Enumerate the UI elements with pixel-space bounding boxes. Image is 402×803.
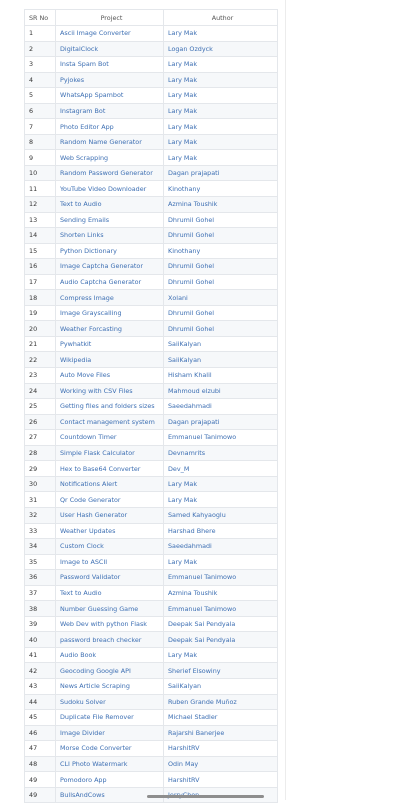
project-link[interactable]: YouTube Video Downloader xyxy=(56,181,164,197)
table-row xyxy=(25,632,278,648)
table-row xyxy=(25,228,278,244)
sr-no-cell: 7 xyxy=(25,119,56,135)
sr-no-cell: 10 xyxy=(25,165,56,181)
author-link[interactable]: Lary Mak xyxy=(164,476,278,492)
author-link[interactable]: Lary Mak xyxy=(164,72,278,88)
author-link[interactable]: SaiiKalyan xyxy=(164,352,278,368)
project-link[interactable]: Simple Flask Calculator xyxy=(56,445,164,461)
table-row xyxy=(25,212,278,228)
project-link[interactable]: Text to Audio xyxy=(56,197,164,213)
table-row xyxy=(25,336,278,352)
project-link[interactable]: CLI Photo Watermark xyxy=(56,756,164,772)
project-link[interactable]: Python Dictionary xyxy=(56,243,164,259)
project-link[interactable]: Qr Code Generator xyxy=(56,492,164,508)
table-header-row xyxy=(25,10,278,26)
author-link[interactable]: Mahmoud elzubi xyxy=(164,383,278,399)
sr-no-cell: 37 xyxy=(25,585,56,601)
project-link[interactable]: Web Dev with python Flask xyxy=(56,616,164,632)
table-row xyxy=(25,741,278,757)
project-link[interactable]: Wikipedia xyxy=(56,352,164,368)
project-link[interactable]: Weather Updates xyxy=(56,523,164,539)
project-link[interactable]: Getting files and folders sizes xyxy=(56,399,164,415)
table-row xyxy=(25,647,278,663)
author-link[interactable]: Samed Kahyaoglu xyxy=(164,507,278,523)
table-row xyxy=(25,523,278,539)
project-link[interactable]: Geocoding Google API xyxy=(56,663,164,679)
table-row xyxy=(25,352,278,368)
table-row xyxy=(25,259,278,275)
sr-no-cell: 33 xyxy=(25,523,56,539)
author-link[interactable]: Dhrumil Gohel xyxy=(164,228,278,244)
author-link[interactable]: Emmanuel Tanimowo xyxy=(164,430,278,446)
sr-no-cell: 49 xyxy=(25,772,56,788)
sr-no-cell: 36 xyxy=(25,570,56,586)
sr-no-cell: 28 xyxy=(25,445,56,461)
table-row xyxy=(25,72,278,88)
project-link[interactable]: Contact management system xyxy=(56,414,164,430)
table-row xyxy=(25,399,278,415)
table-row xyxy=(25,181,278,197)
sr-no-cell: 44 xyxy=(25,694,56,710)
project-link[interactable]: password breach checker xyxy=(56,632,164,648)
author-link[interactable]: Devnamrits xyxy=(164,445,278,461)
table-row xyxy=(25,694,278,710)
sr-no-cell: 18 xyxy=(25,290,56,306)
table-row xyxy=(25,57,278,73)
table-row xyxy=(25,601,278,617)
project-link[interactable]: Password Validator xyxy=(56,570,164,586)
sr-no-cell: 11 xyxy=(25,181,56,197)
author-link[interactable]: Dagan prajapati xyxy=(164,414,278,430)
sr-no-cell: 23 xyxy=(25,368,56,384)
author-link[interactable]: Dhrumil Gohel xyxy=(164,321,278,337)
sr-no-cell: 27 xyxy=(25,430,56,446)
project-link[interactable]: Ascii Image Converter xyxy=(56,26,164,42)
author-link[interactable]: Logan Ozdyck xyxy=(164,41,278,57)
author-link[interactable]: Deepak Sai Pendyala xyxy=(164,616,278,632)
author-link[interactable]: Lary Mak xyxy=(164,647,278,663)
project-link[interactable]: Pyjokes xyxy=(56,72,164,88)
project-link[interactable]: Instagram Bot xyxy=(56,103,164,119)
sr-no-cell: 46 xyxy=(25,725,56,741)
table-row xyxy=(25,368,278,384)
project-link[interactable]: Duplicate File Remover xyxy=(56,710,164,726)
project-link[interactable]: Compress Image xyxy=(56,290,164,306)
sr-no-cell: 24 xyxy=(25,383,56,399)
sr-no-cell: 20 xyxy=(25,321,56,337)
sr-no-cell: 43 xyxy=(25,678,56,694)
project-link[interactable]: Image Divider xyxy=(56,725,164,741)
sr-no-cell: 12 xyxy=(25,197,56,213)
sr-no-cell: 15 xyxy=(25,243,56,259)
project-link[interactable]: User Hash Generator xyxy=(56,507,164,523)
author-link[interactable]: Emmanuel Tanimowo xyxy=(164,601,278,617)
author-link[interactable]: SaiiKalyan xyxy=(164,336,278,352)
project-link[interactable]: Morse Code Converter xyxy=(56,741,164,757)
project-link[interactable]: Sending Emails xyxy=(56,212,164,228)
table-row xyxy=(25,41,278,57)
table-row xyxy=(25,461,278,477)
sr-no-cell: 48 xyxy=(25,756,56,772)
author-link[interactable]: Lary Mak xyxy=(164,88,278,104)
project-link[interactable]: Number Guessing Game xyxy=(56,601,164,617)
project-link[interactable]: Countdown Timer xyxy=(56,430,164,446)
author-link[interactable]: Azmina Toushik xyxy=(164,197,278,213)
sr-no-cell: 5 xyxy=(25,88,56,104)
table-body xyxy=(25,26,278,803)
author-link[interactable]: Lary Mak xyxy=(164,103,278,119)
table-row xyxy=(25,554,278,570)
sr-no-cell: 13 xyxy=(25,212,56,228)
author-link[interactable]: HarshitRV xyxy=(164,772,278,788)
table-row xyxy=(25,725,278,741)
author-link[interactable]: Rajarshi Banerjee xyxy=(164,725,278,741)
sr-no-cell: 26 xyxy=(25,414,56,430)
sr-no-cell: 45 xyxy=(25,710,56,726)
table-row xyxy=(25,678,278,694)
author-link[interactable]: Lary Mak xyxy=(164,134,278,150)
table-row xyxy=(25,414,278,430)
table-row xyxy=(25,492,278,508)
author-link[interactable]: Ruben Grande Muñoz xyxy=(164,694,278,710)
table-row xyxy=(25,88,278,104)
author-link[interactable]: Deepak Sai Pendyala xyxy=(164,632,278,648)
author-link[interactable]: Michael Stadler xyxy=(164,710,278,726)
sr-no-cell: 35 xyxy=(25,554,56,570)
table-row xyxy=(25,383,278,399)
author-link[interactable]: Kinothany xyxy=(164,243,278,259)
author-link[interactable]: Sherief Elsowiny xyxy=(164,663,278,679)
project-link[interactable]: Random Password Generator xyxy=(56,165,164,181)
author-link[interactable]: Dev_M xyxy=(164,461,278,477)
sr-no-cell: 19 xyxy=(25,305,56,321)
project-link[interactable]: Web Scrapping xyxy=(56,150,164,166)
table-row xyxy=(25,663,278,679)
project-link[interactable]: Photo Editor App xyxy=(56,119,164,135)
project-link[interactable]: Image Grayscalling xyxy=(56,305,164,321)
project-link[interactable]: News Article Scraping xyxy=(56,678,164,694)
project-link[interactable]: Notifications Alert xyxy=(56,476,164,492)
sr-no-cell: 47 xyxy=(25,741,56,757)
sr-no-cell: 41 xyxy=(25,647,56,663)
projects-table xyxy=(24,9,278,803)
sr-no-cell: 25 xyxy=(25,399,56,415)
project-link[interactable]: Audio Captcha Generator xyxy=(56,274,164,290)
project-link[interactable]: Random Name Generator xyxy=(56,134,164,150)
table-row xyxy=(25,445,278,461)
sr-no-cell: 31 xyxy=(25,492,56,508)
table-row xyxy=(25,26,278,42)
author-link[interactable]: Dagan prajapati xyxy=(164,165,278,181)
project-link[interactable]: DigitalClock xyxy=(56,41,164,57)
project-link[interactable]: Sudoku Solver xyxy=(56,694,164,710)
project-link[interactable]: Auto Move Files xyxy=(56,368,164,384)
author-link[interactable]: Lary Mak xyxy=(164,119,278,135)
project-link[interactable]: Custom Clock xyxy=(56,539,164,555)
sr-no-cell: 30 xyxy=(25,476,56,492)
author-link[interactable]: Saeedahmadi xyxy=(164,539,278,555)
sr-no-cell: 16 xyxy=(25,259,56,275)
project-link[interactable]: BullsAndCows xyxy=(56,787,164,803)
author-link[interactable]: Emmanuel Tanimowo xyxy=(164,570,278,586)
sr-no-cell: 39 xyxy=(25,616,56,632)
sr-no-cell: 21 xyxy=(25,336,56,352)
header-sr-no: SR No xyxy=(25,10,56,26)
sr-no-cell: 34 xyxy=(25,539,56,555)
project-link[interactable]: Pywhatkit xyxy=(56,336,164,352)
sr-no-cell: 6 xyxy=(25,103,56,119)
sr-no-cell: 49 xyxy=(25,787,56,803)
author-link[interactable]: Lary Mak xyxy=(164,26,278,42)
author-link[interactable]: Azmina Toushik xyxy=(164,585,278,601)
project-link[interactable]: Pomodoro App xyxy=(56,772,164,788)
sr-no-cell: 42 xyxy=(25,663,56,679)
project-link[interactable]: Hex to Base64 Converter xyxy=(56,461,164,477)
project-link[interactable]: Image to ASCII xyxy=(56,554,164,570)
project-link[interactable]: Shorten Links xyxy=(56,228,164,244)
table-row xyxy=(25,103,278,119)
author-link[interactable]: HarshitRV xyxy=(164,741,278,757)
author-link[interactable]: Xolani xyxy=(164,290,278,306)
sr-no-cell: 22 xyxy=(25,352,56,368)
author-link[interactable]: Dhrumil Gohel xyxy=(164,305,278,321)
header-project: Project xyxy=(56,10,164,26)
project-link[interactable]: Weather Forcasting xyxy=(56,321,164,337)
table-row xyxy=(25,150,278,166)
sr-no-cell: 38 xyxy=(25,601,56,617)
author-link[interactable]: Dhrumil Gohel xyxy=(164,212,278,228)
author-link[interactable]: Lary Mak xyxy=(164,554,278,570)
table-row xyxy=(25,430,278,446)
sr-no-cell: 4 xyxy=(25,72,56,88)
table-row xyxy=(25,772,278,788)
sr-no-cell: 17 xyxy=(25,274,56,290)
table-row xyxy=(25,305,278,321)
project-link[interactable]: WhatsApp Spambot xyxy=(56,88,164,104)
sr-no-cell: 40 xyxy=(25,632,56,648)
project-link[interactable]: Image Captcha Generator xyxy=(56,259,164,275)
table-row xyxy=(25,616,278,632)
sr-no-cell: 8 xyxy=(25,134,56,150)
table-row xyxy=(25,539,278,555)
horizontal-scrollbar[interactable] xyxy=(147,795,264,798)
header-author: Author xyxy=(164,10,278,26)
sr-no-cell: 14 xyxy=(25,228,56,244)
table-row xyxy=(25,476,278,492)
author-link[interactable]: SaiiKalyan xyxy=(164,678,278,694)
author-link[interactable]: Hisham Khalil xyxy=(164,368,278,384)
author-link[interactable]: Saeedahmadi xyxy=(164,399,278,415)
project-link[interactable]: Audio Book xyxy=(56,647,164,663)
table-row xyxy=(25,507,278,523)
author-link[interactable]: Lary Mak xyxy=(164,57,278,73)
project-link[interactable]: Working with CSV Files xyxy=(56,383,164,399)
sr-no-cell: 1 xyxy=(25,26,56,42)
author-link[interactable]: Kinothany xyxy=(164,181,278,197)
table-row xyxy=(25,243,278,259)
project-link[interactable]: Text to Audio xyxy=(56,585,164,601)
readme-table-container xyxy=(15,0,286,800)
table-row xyxy=(25,321,278,337)
sr-no-cell: 3 xyxy=(25,57,56,73)
table-row xyxy=(25,134,278,150)
author-link[interactable]: Harshad Bhere xyxy=(164,523,278,539)
table-row xyxy=(25,570,278,586)
sr-no-cell: 29 xyxy=(25,461,56,477)
author-link[interactable]: Lary Mak xyxy=(164,150,278,166)
sr-no-cell: 9 xyxy=(25,150,56,166)
sr-no-cell: 2 xyxy=(25,41,56,57)
author-link[interactable]: Lary Mak xyxy=(164,492,278,508)
table-row xyxy=(25,165,278,181)
table-row xyxy=(25,710,278,726)
author-link[interactable]: Dhrumil Gohel xyxy=(164,274,278,290)
table-row xyxy=(25,197,278,213)
table-row xyxy=(25,756,278,772)
sr-no-cell: 32 xyxy=(25,507,56,523)
author-link[interactable]: Odin May xyxy=(164,756,278,772)
table-row xyxy=(25,119,278,135)
author-link[interactable]: Dhrumil Gohel xyxy=(164,259,278,275)
table-row xyxy=(25,290,278,306)
table-row xyxy=(25,585,278,601)
project-link[interactable]: Insta Spam Bot xyxy=(56,57,164,73)
table-row xyxy=(25,274,278,290)
